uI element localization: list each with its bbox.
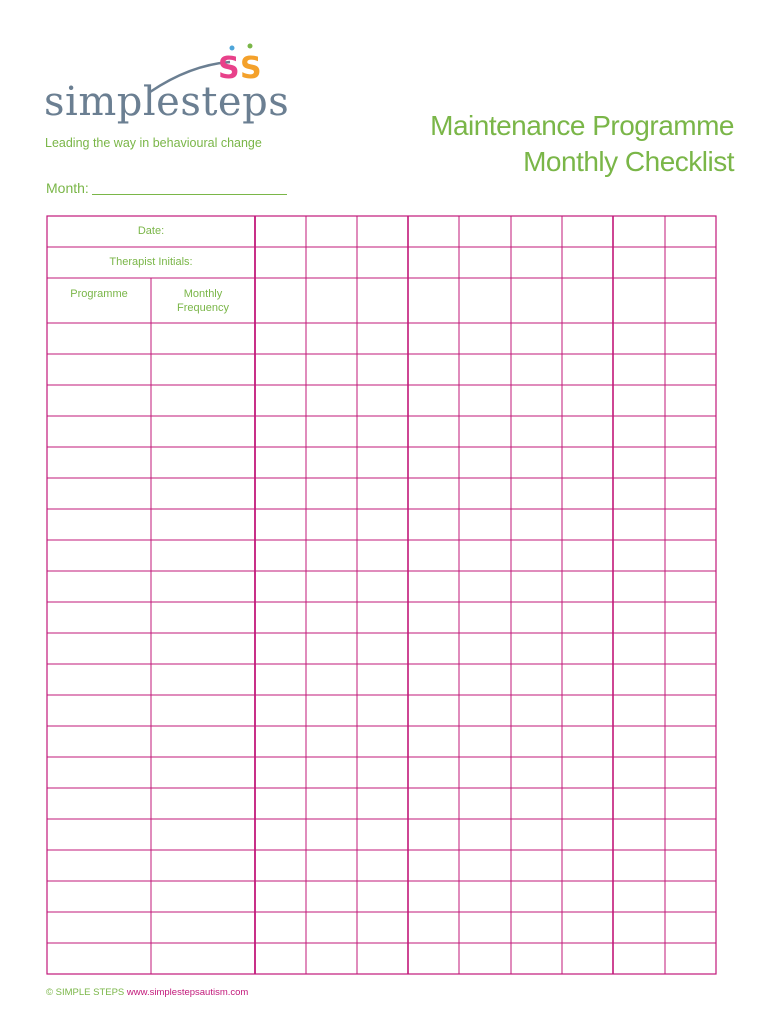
svg-text:S: S <box>240 51 262 86</box>
month-label: Month: <box>46 180 89 196</box>
monthly-frequency-header <box>151 287 255 315</box>
programme-header: Programme <box>70 288 128 300</box>
title-line-1: Maintenance Programme <box>430 110 734 141</box>
brand-tagline: Leading the way in behavioural change <box>45 136 262 150</box>
frequency-line-2: Frequency <box>177 302 229 314</box>
footer-url[interactable]: www.simplestepsautism.com <box>126 987 249 998</box>
grid-border <box>47 216 716 974</box>
svg-text:S: S <box>218 51 240 86</box>
footer <box>46 987 248 998</box>
frequency-line-1: Monthly <box>183 288 223 300</box>
therapist-initials-label: Therapist Initials: <box>109 256 193 268</box>
brand-name: simplesteps <box>44 79 290 125</box>
footer-copyright: © SIMPLE STEPS <box>46 987 125 998</box>
title-line-2: Monthly Checklist <box>523 146 734 177</box>
date-label: Date: <box>137 225 165 237</box>
